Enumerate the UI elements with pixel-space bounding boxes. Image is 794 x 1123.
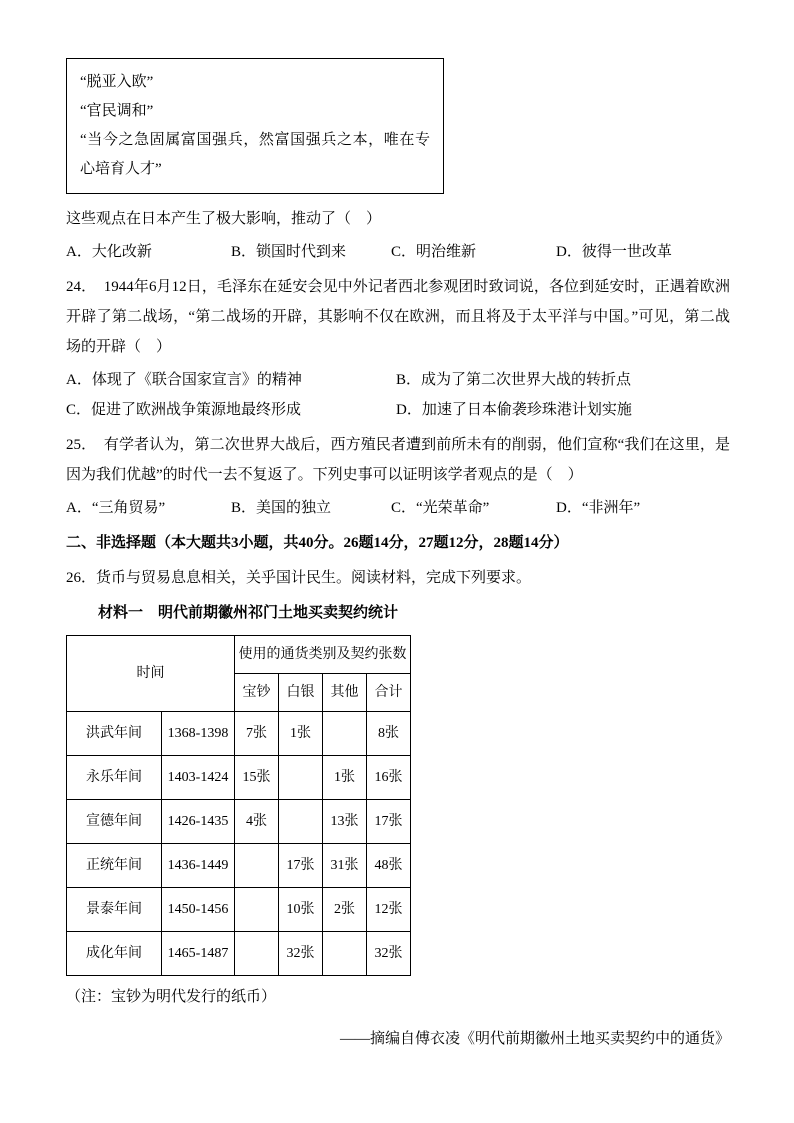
q23-option-a: A．大化改新: [66, 244, 152, 260]
table-cell-baiyin: 10张: [279, 888, 323, 932]
table-row-hongwu: [67, 712, 411, 756]
table-row-yongle: [67, 756, 411, 800]
table-cell-years: 1426-1435: [162, 800, 235, 844]
q24-option-b: B．成为了第二次世界大战的转折点: [396, 372, 632, 388]
table-cell-years: 1450-1456: [162, 888, 235, 932]
q25-option-a: A．“三角贸易”: [66, 500, 166, 516]
table-cell-era: 成化年间: [67, 932, 162, 976]
table-cell-era: 永乐年间: [67, 756, 162, 800]
q24-option-d: D．加速了日本偷袭珍珠港计划实施: [396, 402, 632, 418]
table-header-qita: 其他: [323, 674, 367, 712]
q23-option-b: B．锁国时代到来: [231, 244, 347, 260]
table-cell-baochao: [235, 932, 279, 976]
table-cell-baochao: 15张: [235, 756, 279, 800]
q25-option-d: D．“非洲年”: [556, 500, 641, 516]
table-cell-baiyin: 1张: [279, 712, 323, 756]
table-cell-era: 洪武年间: [67, 712, 162, 756]
table-cell-heji: 16张: [367, 756, 411, 800]
table-row-jingtai: [67, 888, 411, 932]
table-cell-years: 1403-1424: [162, 756, 235, 800]
table-cell-qita: 1张: [323, 756, 367, 800]
quote-box: [66, 58, 444, 194]
quote-line-3: “当今之急固属富国强兵，然富国强兵之本，唯在专心培育人才”: [80, 132, 430, 177]
q24-option-c: C．促进了欧洲战争策源地最终形成: [66, 402, 302, 418]
table-cell-baochao: [235, 844, 279, 888]
table-row-xuande: [67, 800, 411, 844]
table-cell-heji: 12张: [367, 888, 411, 932]
table-cell-years: 1465-1487: [162, 932, 235, 976]
table-header-heji: 合计: [367, 674, 411, 712]
question-25-options: [66, 493, 730, 523]
table-header-currency-group: 使用的通货类别及契约张数: [235, 636, 411, 674]
q25-option-c: C．“光荣革命”: [391, 500, 490, 516]
currency-statistics-table: [66, 635, 411, 976]
table-row-zhengtong: [67, 844, 411, 888]
table-cell-era: 宣德年间: [67, 800, 162, 844]
table-row-chenghua: [67, 932, 411, 976]
table-cell-era: 正统年间: [67, 844, 162, 888]
question-24-stem: 24． 1944年6月12日，毛泽东在延安会见中外记者西北参观团时致词说，各位到延安时，正遇着欧洲开辟了第二战场，“第二战场的开辟，其影响不仅在欧洲，而且将及于太平洋与中国。”可见，第二战场的开辟（ ）: [66, 279, 730, 355]
table-header-baiyin: 白银: [279, 674, 323, 712]
q23-option-c: C．明治维新: [391, 244, 477, 260]
table-cell-qita: 2张: [323, 888, 367, 932]
table-cell-baochao: 7张: [235, 712, 279, 756]
q25-option-b: B．美国的独立: [231, 500, 332, 516]
table-cell-baochao: [235, 888, 279, 932]
question-23-options: [66, 237, 730, 267]
table-cell-years: 1436-1449: [162, 844, 235, 888]
table-note: （注：宝钞为明代发行的纸币）: [66, 989, 277, 1005]
table-header-baochao: 宝钞: [235, 674, 279, 712]
table-header-row-1: [67, 636, 411, 674]
table-cell-qita: 13张: [323, 800, 367, 844]
quote-line-2: “官民调和”: [80, 103, 154, 119]
question-23-stem: 这些观点在日本产生了极大影响，推动了（ ）: [66, 211, 382, 227]
material-source: ——摘编自傅衣凌《明代前期徽州土地买卖契约中的通货》: [339, 1031, 730, 1047]
table-cell-baiyin: 17张: [279, 844, 323, 888]
material-1-title: 材料一 明代前期徽州祁门土地买卖契约统计: [98, 605, 399, 621]
table-cell-baiyin: [279, 800, 323, 844]
table-cell-years: 1368-1398: [162, 712, 235, 756]
table-cell-qita: [323, 932, 367, 976]
question-26-stem: 26．货币与贸易息息相关，关乎国计民生。阅读材料，完成下列要求。: [66, 570, 532, 586]
table-cell-era: 景泰年间: [67, 888, 162, 932]
table-cell-baiyin: 32张: [279, 932, 323, 976]
table-cell-qita: [323, 712, 367, 756]
question-25-stem: 25． 有学者认为，第二次世界大战后，西方殖民者遭到前所未有的削弱，他们宣称“我们在这里，是因为我们优越”的时代一去不复返了。下列史事可以证明该学者观点的是（ ）: [66, 437, 730, 483]
table-cell-heji: 32张: [367, 932, 411, 976]
table-cell-heji: 48张: [367, 844, 411, 888]
table-header-time: 时间: [67, 636, 235, 712]
q24-option-a: A．体现了《联合国家宣言》的精神: [66, 372, 302, 388]
table-cell-baiyin: [279, 756, 323, 800]
table-cell-qita: 31张: [323, 844, 367, 888]
question-24-options: [66, 365, 730, 425]
table-cell-heji: 8张: [367, 712, 411, 756]
q23-option-d: D．彼得一世改革: [556, 244, 672, 260]
section-2-heading: 二、非选择题（本大题共3小题，共40分。26题14分，27题12分，28题14分）: [66, 535, 569, 551]
quote-line-1: “脱亚入欧”: [80, 74, 154, 90]
table-cell-heji: 17张: [367, 800, 411, 844]
table-cell-baochao: 4张: [235, 800, 279, 844]
